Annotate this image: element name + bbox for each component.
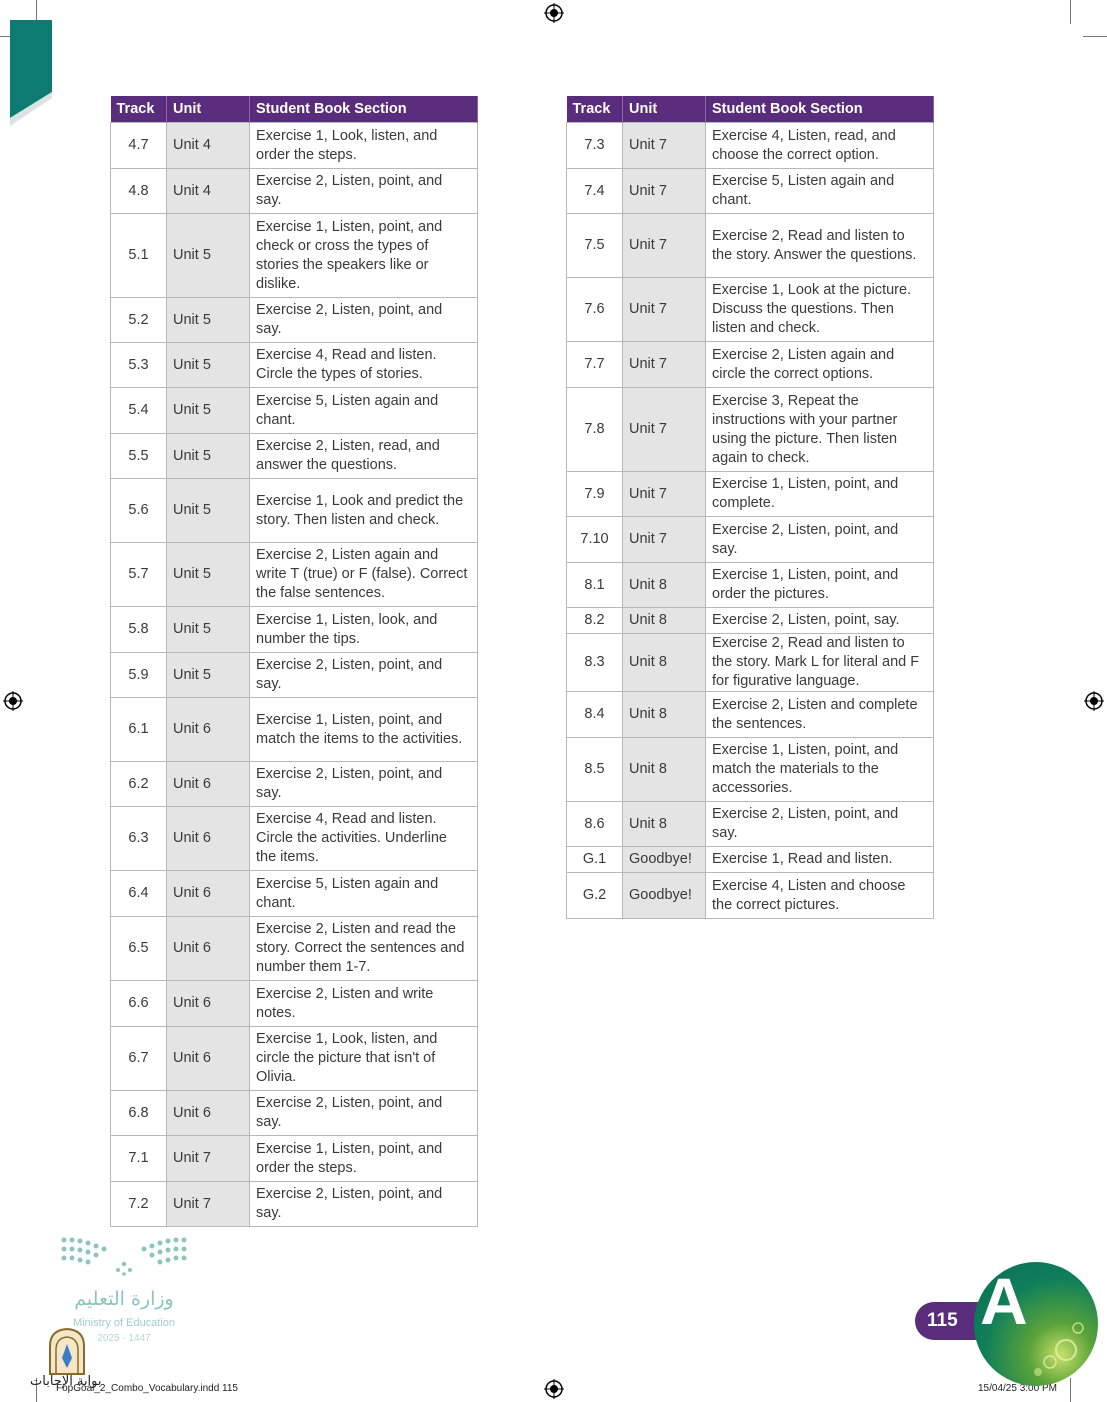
column-header-unit: Unit	[167, 96, 250, 123]
unit-cell: Unit 5	[167, 434, 250, 479]
track-cell: 8.4	[567, 692, 623, 738]
section-cell: Exercise 2, Listen and read the story. Correct the sentences and number them 1-7.	[250, 917, 478, 981]
track-cell: 4.7	[111, 123, 167, 169]
table-row	[567, 608, 934, 634]
table-row	[111, 807, 478, 871]
section-cell: Exercise 1, Read and listen.	[706, 847, 934, 873]
unit-cell: Unit 6	[167, 1027, 250, 1091]
track-cell: 7.5	[567, 214, 623, 278]
section-cell: Exercise 5, Listen again and chant.	[706, 169, 934, 214]
table-row	[567, 388, 934, 472]
track-cell: G.2	[567, 873, 623, 919]
track-cell: 6.1	[111, 698, 167, 762]
track-cell: 6.3	[111, 807, 167, 871]
section-cell: Exercise 1, Look and predict the story. Then listen and check.	[250, 479, 478, 543]
table-row	[567, 634, 934, 692]
table-row	[567, 517, 934, 563]
section-cell: Exercise 2, Read and listen to the story. Mark L for literal and F for figurative language.	[706, 634, 934, 692]
table-row	[111, 123, 478, 169]
table-row	[567, 169, 934, 214]
track-cell: G.1	[567, 847, 623, 873]
table-row	[567, 802, 934, 847]
table-row	[111, 871, 478, 917]
level-letter: A	[980, 1264, 1028, 1338]
section-cell: Exercise 2, Read and listen to the story. Answer the questions.	[706, 214, 934, 278]
track-cell: 7.3	[567, 123, 623, 169]
section-cell: Exercise 1, Listen, point, and complete.	[706, 472, 934, 517]
track-cell: 6.7	[111, 1027, 167, 1091]
table-row	[111, 388, 478, 434]
table-row	[111, 214, 478, 298]
registration-mark-icon	[544, 3, 564, 23]
track-cell: 7.7	[567, 342, 623, 388]
unit-cell: Unit 5	[167, 214, 250, 298]
track-cell: 7.9	[567, 472, 623, 517]
table-row	[567, 342, 934, 388]
ministry-year: 2025 - 1447	[97, 1333, 151, 1344]
unit-cell: Unit 4	[167, 123, 250, 169]
table-row	[111, 917, 478, 981]
answers-portal-label: بوابة الإجابات	[30, 1374, 102, 1389]
registration-mark-icon	[544, 1379, 564, 1399]
table-row	[567, 278, 934, 342]
unit-cell: Unit 5	[167, 479, 250, 543]
unit-cell: Unit 6	[167, 698, 250, 762]
unit-cell: Unit 8	[623, 563, 706, 608]
unit-cell: Unit 6	[167, 981, 250, 1027]
unit-cell: Unit 5	[167, 543, 250, 607]
section-cell: Exercise 2, Listen, point, say.	[706, 608, 934, 634]
table-row	[111, 607, 478, 653]
corner-tab	[10, 20, 54, 130]
section-cell: Exercise 2, Listen, point, and say.	[250, 169, 478, 214]
track-cell: 8.3	[567, 634, 623, 692]
section-cell: Exercise 1, Listen, point, and order the steps.	[250, 1136, 478, 1182]
unit-cell: Unit 5	[167, 607, 250, 653]
track-cell: 5.3	[111, 343, 167, 388]
section-cell: Exercise 4, Read and listen. Circle the types of stories.	[250, 343, 478, 388]
section-cell: Exercise 2, Listen and complete the sentences.	[706, 692, 934, 738]
table-row	[111, 981, 478, 1027]
section-cell: Exercise 2, Listen, point, and say.	[706, 517, 934, 563]
table-row	[111, 1182, 478, 1227]
track-cell: 4.8	[111, 169, 167, 214]
unit-cell: Unit 5	[167, 343, 250, 388]
level-badge	[974, 1262, 1098, 1386]
table-row	[111, 1027, 478, 1091]
track-cell: 5.1	[111, 214, 167, 298]
unit-cell: Unit 8	[623, 738, 706, 802]
table-row	[567, 123, 934, 169]
unit-cell: Unit 5	[167, 298, 250, 343]
table-row	[111, 479, 478, 543]
table-row	[111, 434, 478, 479]
track-cell: 6.8	[111, 1091, 167, 1136]
unit-cell: Unit 7	[167, 1182, 250, 1227]
track-cell: 7.10	[567, 517, 623, 563]
column-header-track: Track	[567, 96, 623, 123]
answers-portal-logo-icon	[46, 1326, 88, 1376]
section-cell: Exercise 5, Listen again and chant.	[250, 388, 478, 434]
unit-cell: Goodbye!	[623, 873, 706, 919]
unit-cell: Unit 7	[623, 517, 706, 563]
section-cell: Exercise 2, Listen, point, and say.	[250, 762, 478, 807]
column-header-track: Track	[111, 96, 167, 123]
track-cell: 8.2	[567, 608, 623, 634]
track-cell: 8.1	[567, 563, 623, 608]
registration-mark-icon	[1084, 691, 1104, 711]
table-row	[567, 873, 934, 919]
track-cell: 8.5	[567, 738, 623, 802]
unit-cell: Unit 8	[623, 634, 706, 692]
unit-cell: Unit 6	[167, 871, 250, 917]
section-cell: Exercise 2, Listen again and circle the correct options.	[706, 342, 934, 388]
page-number: 115	[927, 1310, 958, 1331]
unit-cell: Unit 6	[167, 807, 250, 871]
table-row	[111, 543, 478, 607]
table-row	[567, 563, 934, 608]
track-cell: 5.7	[111, 543, 167, 607]
track-cell: 5.6	[111, 479, 167, 543]
table-row	[567, 738, 934, 802]
section-cell: Exercise 4, Listen, read, and choose the correct option.	[706, 123, 934, 169]
unit-cell: Unit 5	[167, 388, 250, 434]
track-cell: 6.2	[111, 762, 167, 807]
section-cell: Exercise 2, Listen, read, and answer the questions.	[250, 434, 478, 479]
section-cell: Exercise 1, Listen, look, and number the tips.	[250, 607, 478, 653]
section-cell: Exercise 2, Listen, point, and say.	[250, 1091, 478, 1136]
track-cell: 5.4	[111, 388, 167, 434]
unit-cell: Unit 6	[167, 917, 250, 981]
track-cell: 6.6	[111, 981, 167, 1027]
track-cell: 6.4	[111, 871, 167, 917]
table-row	[111, 169, 478, 214]
track-cell: 8.6	[567, 802, 623, 847]
ministry-name-english: Ministry of Education	[72, 1317, 176, 1329]
unit-cell: Unit 5	[167, 653, 250, 698]
track-cell: 5.2	[111, 298, 167, 343]
crop-mark	[1083, 36, 1107, 37]
table-row	[111, 1136, 478, 1182]
track-cell: 5.9	[111, 653, 167, 698]
table-row	[111, 653, 478, 698]
table-row	[111, 1091, 478, 1136]
unit-cell: Unit 8	[623, 608, 706, 634]
section-cell: Exercise 2, Listen again and write T (true) or F (false). Correct the false sentences.	[250, 543, 478, 607]
section-cell: Exercise 1, Look, listen, and order the steps.	[250, 123, 478, 169]
track-cell: 7.1	[111, 1136, 167, 1182]
table-row	[567, 692, 934, 738]
column-header-section: Student Book Section	[706, 96, 934, 123]
registration-mark-icon	[3, 691, 23, 711]
section-cell: Exercise 1, Listen, point, and check or cross the types of stories the speakers like or dislike.	[250, 214, 478, 298]
audio-track-table-left	[110, 96, 478, 1227]
table-body	[111, 123, 478, 1227]
unit-cell: Unit 6	[167, 1091, 250, 1136]
crop-mark	[1070, 0, 1071, 24]
section-cell: Exercise 1, Listen, point, and match the items to the activities.	[250, 698, 478, 762]
unit-cell: Unit 7	[167, 1136, 250, 1182]
footer-file-name: FopGoal_2_Combo_Vocabulary.indd 115	[56, 1383, 238, 1394]
track-cell: 5.5	[111, 434, 167, 479]
unit-cell: Unit 7	[623, 169, 706, 214]
table-row	[111, 343, 478, 388]
section-cell: Exercise 2, Listen, point, and say.	[250, 298, 478, 343]
ministry-name-arabic: وزارة التعليم	[74, 1288, 174, 1310]
unit-cell: Goodbye!	[623, 847, 706, 873]
table-row	[111, 298, 478, 343]
track-cell: 7.6	[567, 278, 623, 342]
track-cell: 5.8	[111, 607, 167, 653]
track-cell: 7.8	[567, 388, 623, 472]
table-row	[111, 698, 478, 762]
table-row	[567, 472, 934, 517]
section-cell: Exercise 1, Listen, point, and match the materials to the accessories.	[706, 738, 934, 802]
table-body	[567, 123, 934, 919]
section-cell: Exercise 2, Listen, point, and say.	[250, 653, 478, 698]
unit-cell: Unit 7	[623, 123, 706, 169]
column-header-unit: Unit	[623, 96, 706, 123]
section-cell: Exercise 2, Listen and write notes.	[250, 981, 478, 1027]
section-cell: Exercise 3, Repeat the instructions with your partner using the picture. Then listen again to check.	[706, 388, 934, 472]
section-cell: Exercise 1, Listen, point, and order the pictures.	[706, 563, 934, 608]
table-row	[567, 847, 934, 873]
section-cell: Exercise 2, Listen, point, and say.	[250, 1182, 478, 1227]
section-cell: Exercise 4, Read and listen. Circle the activities. Underline the items.	[250, 807, 478, 871]
section-cell: Exercise 4, Listen and choose the correct pictures.	[706, 873, 934, 919]
section-cell: Exercise 2, Listen, point, and say.	[706, 802, 934, 847]
unit-cell: Unit 7	[623, 214, 706, 278]
track-cell: 7.2	[111, 1182, 167, 1227]
column-header-section: Student Book Section	[250, 96, 478, 123]
track-cell: 6.5	[111, 917, 167, 981]
table-row	[111, 762, 478, 807]
unit-cell: Unit 7	[623, 472, 706, 517]
table-row	[567, 214, 934, 278]
ministry-logo-icon	[58, 1234, 190, 1280]
unit-cell: Unit 6	[167, 762, 250, 807]
unit-cell: Unit 8	[623, 802, 706, 847]
audio-track-table-right	[566, 96, 934, 919]
section-cell: Exercise 5, Listen again and chant.	[250, 871, 478, 917]
unit-cell: Unit 4	[167, 169, 250, 214]
unit-cell: Unit 7	[623, 388, 706, 472]
unit-cell: Unit 7	[623, 342, 706, 388]
unit-cell: Unit 8	[623, 692, 706, 738]
section-cell: Exercise 1, Look at the picture. Discuss the questions. Then listen and check.	[706, 278, 934, 342]
section-cell: Exercise 1, Look, listen, and circle the picture that isn't of Olivia.	[250, 1027, 478, 1091]
unit-cell: Unit 7	[623, 278, 706, 342]
footer-date: 15/04/25 3:00 PM	[978, 1383, 1057, 1394]
track-cell: 7.4	[567, 169, 623, 214]
